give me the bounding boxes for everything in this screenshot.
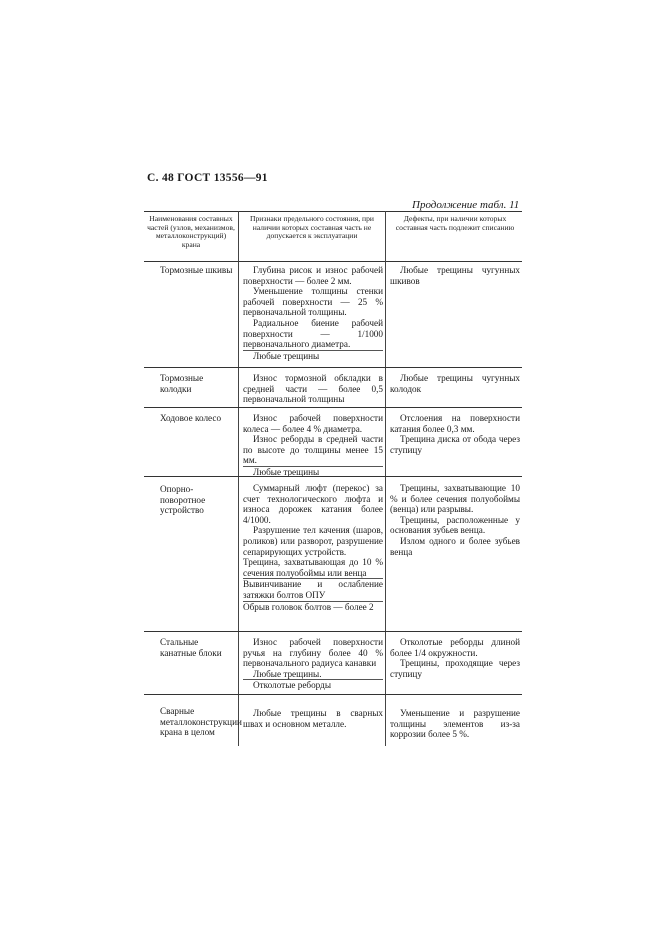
row-defects (390, 637, 520, 679)
sign-text: Уменьшение толщины стенки рабочей поверхности — 25 % первоначальной толщины. (243, 286, 383, 318)
sign-text: Радиальное биение рабочей поверхности — 1/1000 первоначального диаметра. (243, 317, 383, 350)
table-continuation-label: Продолжение табл. 11 (412, 199, 520, 211)
row-name: Тормозные шкивы (160, 265, 233, 275)
sign-text: Любые трещины в сварных швах и основном металле. (243, 708, 383, 729)
row-defects (390, 413, 520, 455)
row-signs (243, 413, 383, 478)
defect-text: Любые трещины чугунных шкивов (390, 265, 520, 286)
column-header-signs: Признаки предельного состояния, при наличии которых составная часть не допускается к эксплуатации (250, 214, 374, 241)
column-header-defects: Дефекты, при наличии которых составная часть подлежит списанию (395, 214, 515, 232)
row-rule (144, 631, 522, 632)
row-signs (243, 483, 383, 612)
row-defects (390, 483, 520, 557)
sign-text: Износ рабочей поверхности колеса — более 4 % диаметра. (243, 413, 383, 434)
row-name: Тормозные колодки (160, 373, 204, 394)
sign-text: Отколотые реборды (243, 679, 383, 691)
row-rule (144, 476, 522, 477)
sign-text: Любые трещины (243, 350, 383, 362)
row-signs (243, 373, 383, 405)
defect-text: Излом одного и более зубьев венца (390, 535, 520, 557)
column-divider-2 (385, 211, 386, 746)
defect-text: Любые трещины чугунных колодок (390, 373, 520, 394)
header-bottom-rule (144, 261, 522, 262)
row-defects (390, 373, 520, 394)
row-name: Сварные металлоконструкции крана в целом (160, 706, 242, 738)
sign-text: Вывинчивание и ослабление затяжки болтов ОПУ (243, 579, 383, 600)
sign-text: Разрушение тел качения (шаров, роликов) или разворот, разрушение сепарирующих устройств. (243, 525, 383, 557)
row-signs (243, 708, 383, 729)
defect-text: Трещины, расположенные у основания зубьев венца. (390, 514, 520, 536)
row-signs (243, 265, 383, 361)
sign-text: Глубина рисок и износ рабочей поверхности — более 2 мм. (243, 265, 383, 286)
table-top-rule (144, 211, 522, 212)
sign-text: Трещина, захватывающая до 10 % сечения полуобоймы или венца (243, 557, 383, 578)
row-rule (144, 407, 522, 408)
defect-text: Трещины, проходящие через ступицу (390, 658, 520, 679)
row-name: Ходовое колесо (160, 413, 222, 423)
defect-text: Уменьшение и разрушение толщины элементов из-за коррозии более 5 %. (390, 708, 520, 740)
column-divider-1 (238, 211, 239, 746)
row-name: Опорно-поворотное устройство (160, 484, 206, 516)
row-signs (243, 637, 383, 691)
column-header-name: Наименования составных частей (узлов, механизмов, металлоконструкций) крана (147, 214, 235, 249)
row-defects (390, 708, 520, 740)
sign-text: Суммарный люфт (перекос) за счет технологического люфта и износа дорожек катания более 4/1000. (243, 483, 383, 525)
row-defects (390, 265, 520, 286)
sign-text: Износ реборды в средней части по высоте до толщины менее 15 мм. (243, 434, 383, 466)
sign-text: Любые трещины (243, 466, 383, 478)
row-rule (144, 694, 522, 695)
sign-text: Обрыв головок болтов — более 2 (243, 601, 383, 613)
sign-text: Любые трещины. (253, 668, 322, 679)
page-reference: С. 48 ГОСТ 13556—91 (147, 172, 268, 184)
sign-text: Износ тормозной обкладки в средней части — более 0,5 первоначальной толщины (243, 373, 383, 405)
defect-text: Трещина диска от обода через ступицу (390, 434, 520, 455)
defect-text: Отколотые реборды длиной более 1/4 окружности. (390, 637, 520, 658)
defect-text: Отслоения на поверхности катания более 0,3 мм. (390, 413, 520, 434)
row-rule (144, 367, 522, 368)
row-name: Стальные канатные блоки (160, 637, 222, 658)
sign-text: Износ рабочей поверхности ручья на глубину более 40 % первоначального радиуса канавки (243, 637, 383, 669)
defect-text: Трещины, захватывающие 10 % и более сечения полуобоймы (венца) или разрывы. (390, 483, 520, 515)
